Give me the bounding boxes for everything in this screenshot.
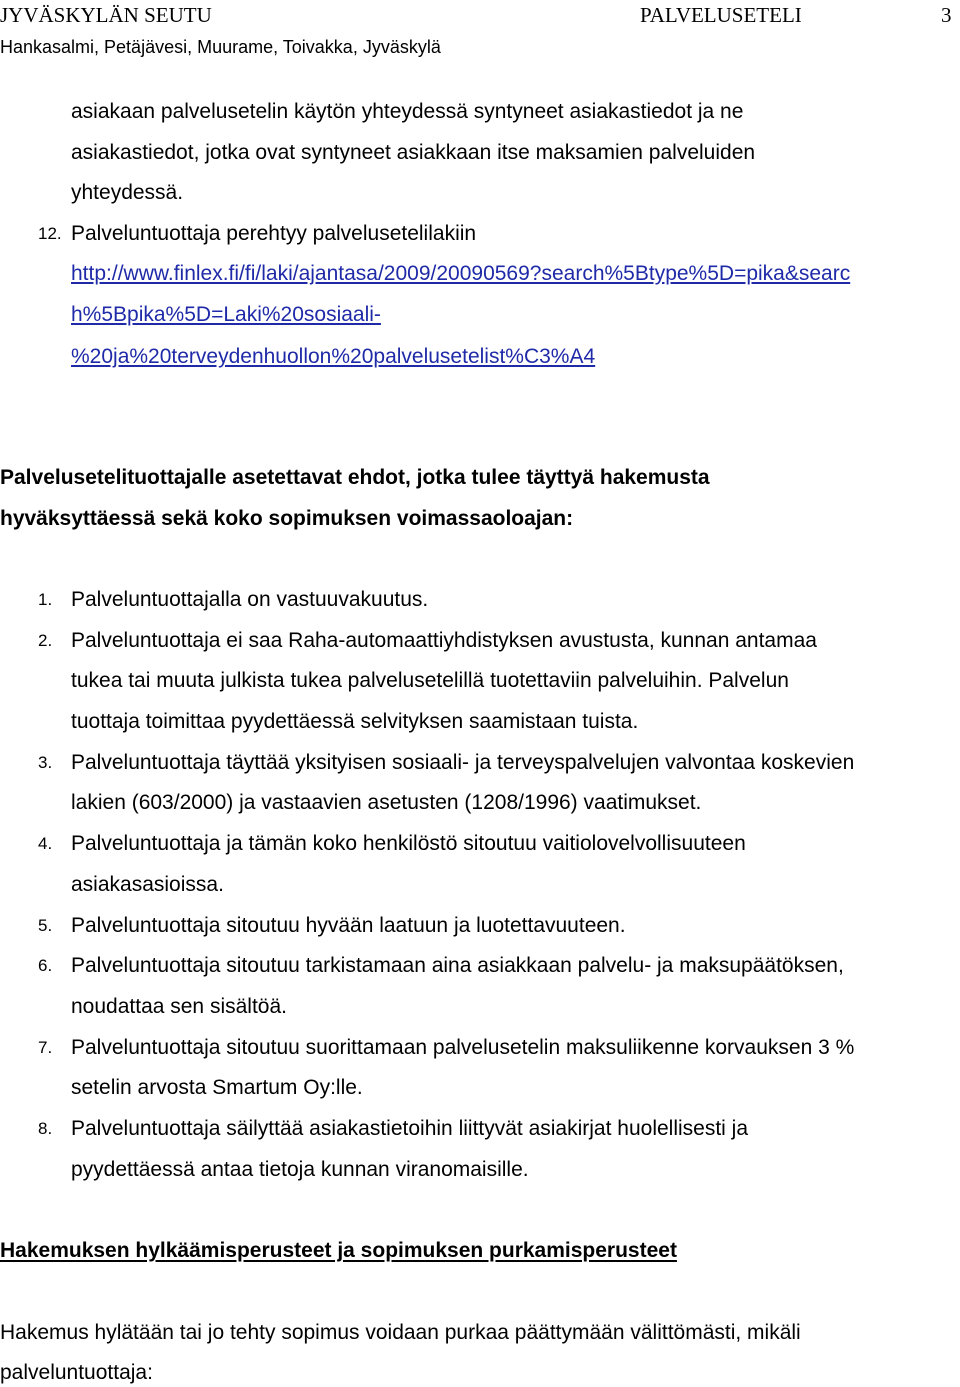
list-item-text: pyydettäessä antaa tietoja kunnan viranomaisille.	[71, 1158, 529, 1181]
list-item-text: tuottaja toimittaa pyydettäessä selvityksen saamistaan tuista.	[71, 710, 639, 733]
list-item-number: 8.	[38, 1119, 53, 1138]
list-item-number: 12.	[38, 224, 62, 243]
list-item-number: 4.	[38, 834, 53, 853]
page-number: 3	[941, 3, 952, 27]
list-item-text: Palveluntuottaja ja tämän koko henkilöstö sitoutuu vaitiolovelvollisuuteen	[71, 832, 746, 855]
list-item-text: Palveluntuottaja ei saa Raha-automaattiyhdistyksen avustusta, kunnan antamaa	[71, 629, 817, 652]
list-item-text: Palveluntuottaja sitoutuu hyvään laatuun ja luotettavuuteen.	[71, 914, 626, 937]
rejection-paragraph: Hakemus hylätään tai jo tehty sopimus voidaan purkaa päättymään välittömästi, mikäli	[0, 1321, 801, 1344]
list-item-text: setelin arvosta Smartum Oy:lle.	[71, 1076, 363, 1099]
list-item-number: 1.	[38, 590, 53, 609]
list-item-text: tukea tai muuta julkista tukea palvelusetelillä tuotettaviin palveluihin. Palvelun	[71, 669, 789, 692]
conditions-heading: hyväksyttäessä sekä koko sopimuksen voimassaoloajan:	[0, 507, 574, 530]
continuation-line: yhteydessä.	[71, 181, 184, 204]
list-item-text: Palveluntuottaja täyttää yksityisen sosiaali- ja terveyspalvelujen valvontaa koskevien	[71, 751, 855, 774]
list-item-text: asiakasasioissa.	[71, 873, 224, 896]
list-item-number: 5.	[38, 916, 53, 935]
list-item-text: lakien (603/2000) ja vastaavien asetusten (1208/1996) vaatimukset.	[71, 791, 702, 814]
finlex-link[interactable]: h%5Bpika%5D=Laki%20sosiaali-	[71, 303, 381, 326]
rejection-paragraph: palveluntuottaja:	[0, 1361, 153, 1384]
list-item-number: 6.	[38, 956, 53, 975]
list-item-text: noudattaa sen sisältöä.	[71, 995, 287, 1018]
continuation-line: asiakastiedot, jotka ovat syntyneet asiakkaan itse maksamien palveluiden	[71, 141, 756, 164]
list-item-text: Palveluntuottaja sitoutuu suorittamaan palvelusetelin maksuliikenne korvauksen 3 %	[71, 1036, 855, 1059]
header-center-title: PALVELUSETELI	[640, 3, 802, 27]
list-item-text: Palveluntuottaja sitoutuu tarkistamaan aina asiakkaan palvelu- ja maksupäätöksen,	[71, 954, 844, 977]
rejection-heading: Hakemuksen hylkäämisperusteet ja sopimuksen purkamisperusteet	[0, 1239, 677, 1262]
list-item-number: 3.	[38, 753, 53, 772]
list-item-number: 7.	[38, 1038, 53, 1057]
list-item-text: Palveluntuottaja perehtyy palvelusetelilakiin	[71, 222, 477, 245]
list-item-text: Palveluntuottajalla on vastuuvakuutus.	[71, 588, 429, 611]
finlex-link[interactable]: http://www.finlex.fi/fi/laki/ajantasa/2009/20090569?search%5Btype%5D=pika&searc	[71, 262, 851, 285]
list-item-number: 2.	[38, 631, 53, 650]
list-item-text: Palveluntuottaja säilyttää asiakastietoihin liittyvät asiakirjat huolellisesti ja	[71, 1117, 749, 1140]
finlex-link[interactable]: %20ja%20terveydenhuollon%20palvelusetelist%C3%A4	[71, 345, 596, 368]
continuation-line: asiakaan palvelusetelin käytön yhteydessä syntyneet asiakastiedot ja ne	[71, 100, 744, 123]
conditions-heading: Palvelusetelituottajalle asetettavat ehdot, jotka tulee täyttyä hakemusta	[0, 466, 710, 489]
header-municipalities: Hankasalmi, Petäjävesi, Muurame, Toivakka, Jyväskylä	[0, 37, 441, 57]
header-left-title: JYVÄSKYLÄN SEUTU	[0, 3, 212, 27]
